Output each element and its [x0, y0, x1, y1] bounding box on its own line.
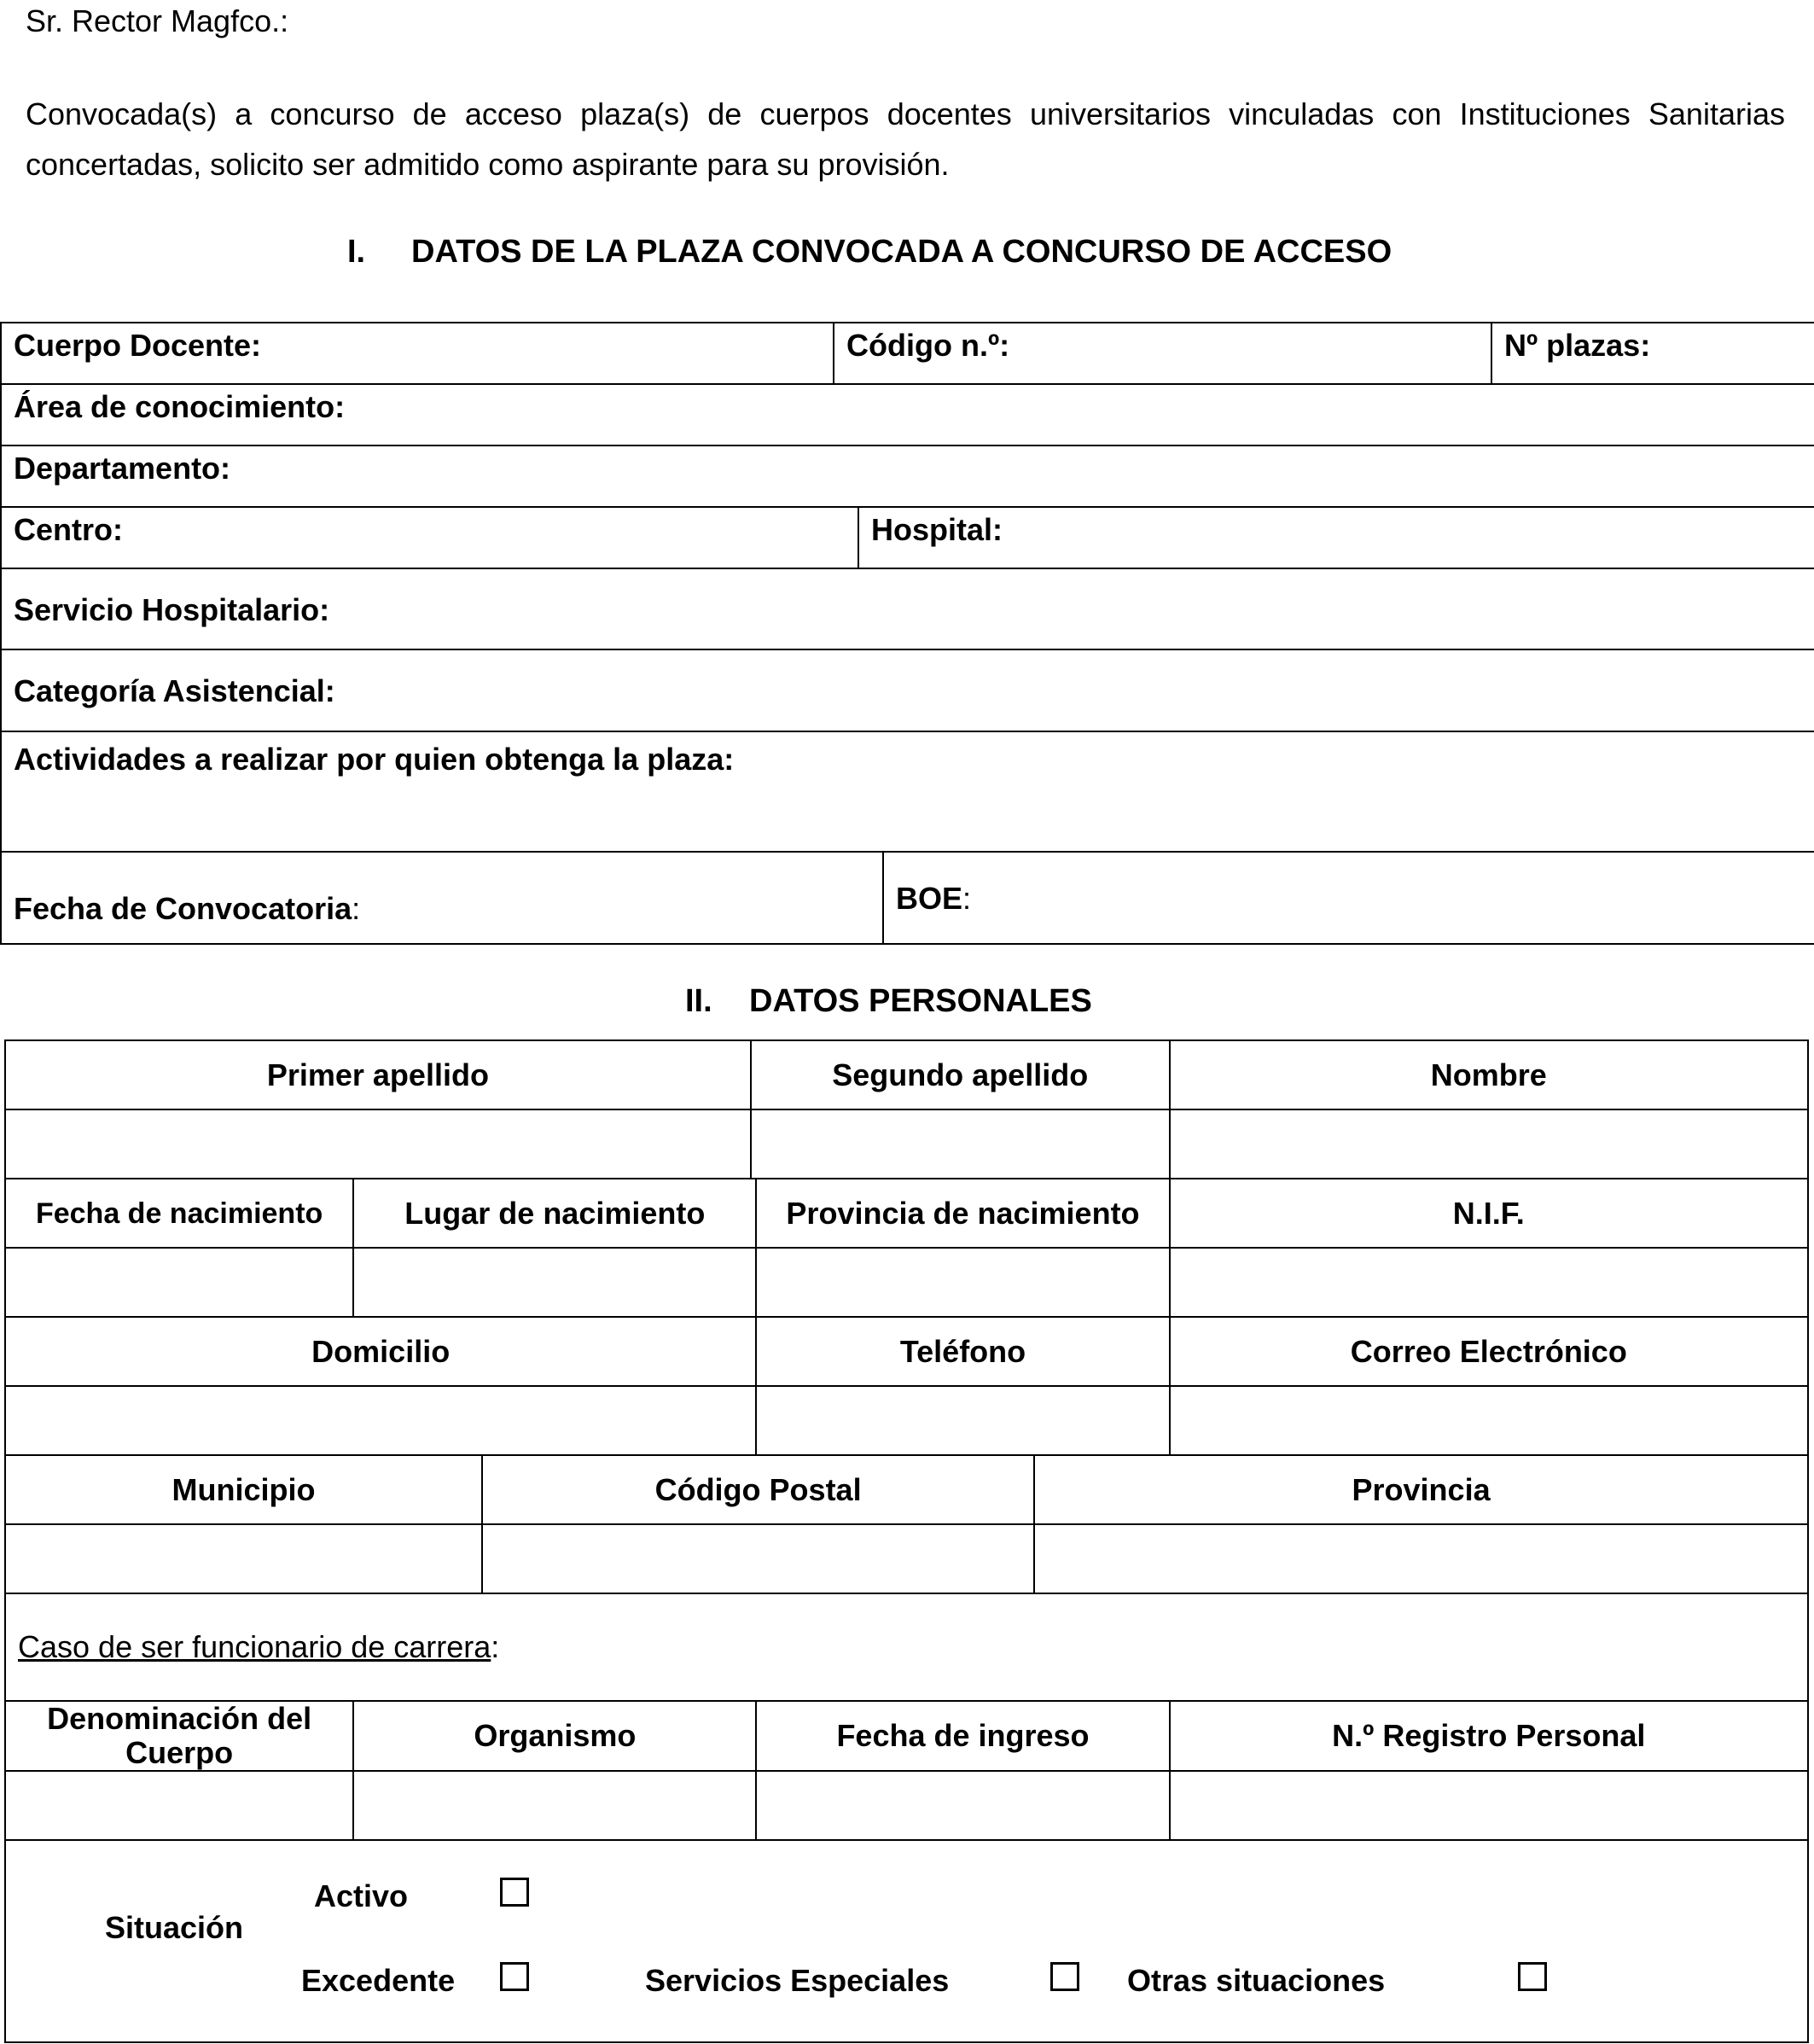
activo-checkbox[interactable] [500, 1878, 529, 1907]
cuerpo-docente-label: Cuerpo Docente: [14, 328, 262, 363]
provincia-nacimiento-header: Provincia de nacimiento [756, 1179, 1169, 1248]
departamento-label: Departamento: [14, 451, 231, 486]
area-label: Área de conocimiento: [14, 389, 346, 424]
otras-situaciones-label: Otras situaciones [1127, 1963, 1386, 1998]
caso-funcionario-label: Caso de ser funcionario de carrera [18, 1629, 491, 1664]
section2-heading [685, 980, 1092, 1022]
personal-data-table [4, 1039, 1809, 2043]
activo-label: Activo [314, 1878, 409, 1913]
salutation: Sr. Rector Magfco.: [26, 3, 289, 38]
registro-personal-header: N.º Registro Personal [1170, 1701, 1808, 1771]
caso-funcionario-colon: : [491, 1629, 500, 1664]
municipio-header: Municipio [5, 1455, 482, 1524]
provincia-nacimiento-input[interactable] [756, 1248, 1169, 1317]
organismo-header: Organismo [353, 1701, 756, 1771]
telefono-input[interactable] [756, 1386, 1169, 1455]
caso-funcionario-row [5, 1593, 1808, 1701]
primer-apellido-header: Primer apellido [5, 1040, 751, 1109]
boe-field[interactable] [883, 852, 1814, 944]
plaza-table [0, 322, 1814, 945]
boe-label: BOE [896, 881, 963, 916]
excedente-checkbox[interactable] [500, 1962, 529, 1991]
codigo-postal-header: Código Postal [482, 1455, 1034, 1524]
fecha-convocatoria-colon: : [352, 891, 361, 926]
hospital-field[interactable] [858, 507, 1814, 568]
categoria-label: Categoría Asistencial: [14, 673, 335, 708]
codigo-field[interactable] [834, 323, 1491, 384]
excedente-label: Excedente [301, 1963, 456, 1998]
domicilio-header: Domicilio [5, 1317, 756, 1386]
denominacion-cuerpo-header: Denominación del Cuerpo [5, 1701, 353, 1771]
fecha-nacimiento-input[interactable] [5, 1248, 353, 1317]
provincia-header: Provincia [1034, 1455, 1808, 1524]
lugar-nacimiento-input[interactable] [353, 1248, 756, 1317]
servicios-especiales-label: Servicios Especiales [645, 1963, 950, 1998]
actividades-field[interactable] [1, 731, 1814, 852]
area-field[interactable] [1, 384, 1814, 445]
section1-title: DATOS DE LA PLAZA CONVOCADA A CONCURSO DE ACCESO [411, 234, 1392, 270]
fecha-ingreso-input[interactable] [756, 1771, 1169, 1840]
n-plazas-field[interactable] [1491, 323, 1814, 384]
fecha-ingreso-header: Fecha de ingreso [756, 1701, 1169, 1771]
hospital-label: Hospital: [871, 512, 1003, 547]
nif-header: N.I.F. [1170, 1179, 1808, 1248]
correo-input[interactable] [1170, 1386, 1808, 1455]
centro-field[interactable] [1, 507, 858, 568]
section1-heading [347, 230, 1392, 273]
section2-number: II. [685, 983, 712, 1019]
registro-personal-input[interactable] [1170, 1771, 1808, 1840]
categoria-field[interactable] [1, 649, 1814, 731]
provincia-input[interactable] [1034, 1524, 1808, 1593]
actividades-label: Actividades a realizar por quien obtenga la plaza: [14, 742, 735, 777]
boe-colon: : [962, 881, 972, 916]
fecha-convocatoria-field[interactable] [1, 852, 883, 944]
nif-input[interactable] [1170, 1248, 1808, 1317]
section2-title: DATOS PERSONALES [749, 983, 1092, 1019]
domicilio-input[interactable] [5, 1386, 756, 1455]
municipio-input[interactable] [5, 1524, 482, 1593]
servicio-field[interactable] [1, 568, 1814, 649]
intro-paragraph: Convocada(s) a concurso de acceso plaza(s) de cuerpos docentes universitarios vinculadas con Instituciones Sanitarias concertadas, solicito ser admitido como aspirante para su provisión. [26, 96, 1785, 182]
situacion-label: Situación [105, 1910, 244, 1945]
servicio-label: Servicio Hospitalario: [14, 592, 330, 627]
fecha-convocatoria-label: Fecha de Convocatoria [14, 891, 352, 926]
segundo-apellido-header: Segundo apellido [751, 1040, 1170, 1109]
cuerpo-docente-field[interactable] [1, 323, 834, 384]
departamento-field[interactable] [1, 445, 1814, 507]
organismo-input[interactable] [353, 1771, 756, 1840]
primer-apellido-input[interactable] [5, 1109, 751, 1179]
nombre-header: Nombre [1170, 1040, 1808, 1109]
telefono-header: Teléfono [756, 1317, 1169, 1386]
servicios-especiales-checkbox[interactable] [1050, 1962, 1079, 1991]
n-plazas-label: Nº plazas: [1504, 328, 1651, 363]
correo-header: Correo Electrónico [1170, 1317, 1808, 1386]
otras-situaciones-checkbox[interactable] [1518, 1962, 1547, 1991]
lugar-nacimiento-header: Lugar de nacimiento [353, 1179, 756, 1248]
fecha-nacimiento-header: Fecha de nacimiento [5, 1179, 353, 1248]
codigo-postal-input[interactable] [482, 1524, 1034, 1593]
situacion-row [5, 1840, 1808, 2042]
nombre-input[interactable] [1170, 1109, 1808, 1179]
section1-number: I. [347, 234, 366, 270]
centro-label: Centro: [14, 512, 123, 547]
segundo-apellido-input[interactable] [751, 1109, 1170, 1179]
denominacion-cuerpo-input[interactable] [5, 1771, 353, 1840]
codigo-label: Código n.º: [846, 328, 1010, 363]
